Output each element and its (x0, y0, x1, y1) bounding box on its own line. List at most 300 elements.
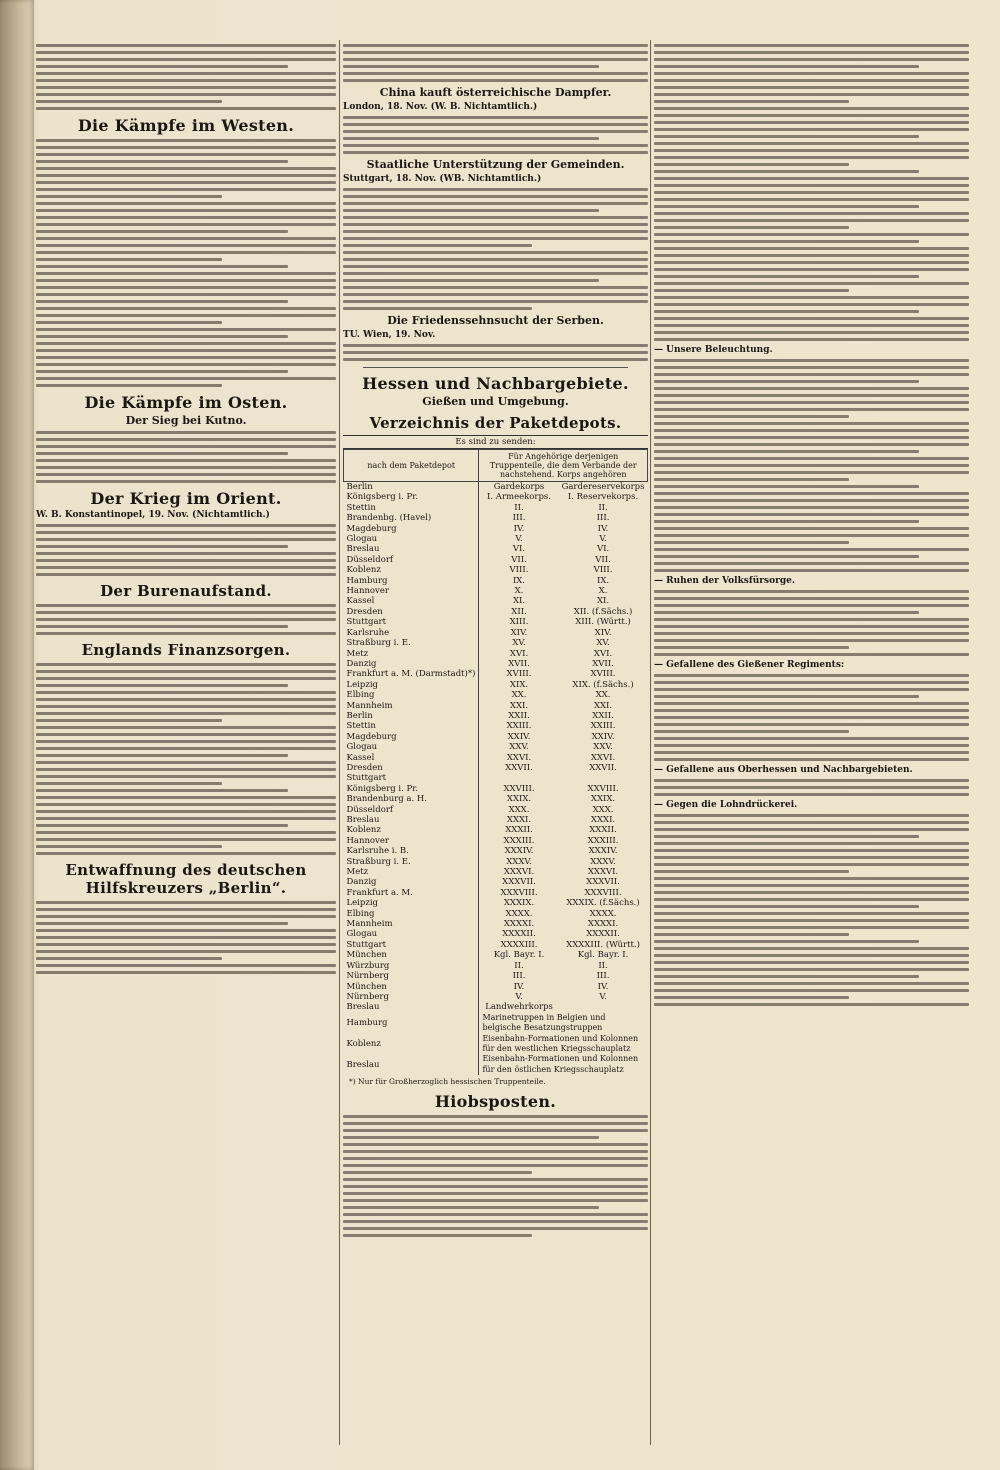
text-line (343, 188, 648, 191)
text-line (36, 209, 336, 212)
text-line (654, 380, 919, 383)
text-line (654, 597, 969, 600)
text-line (343, 344, 648, 347)
table-cell: XXVIII. (503, 783, 535, 794)
table-cell: VIII. (509, 565, 529, 576)
text-line (36, 796, 336, 799)
table-cell: VI. (512, 544, 526, 555)
text-line (654, 814, 969, 817)
text-block (36, 901, 336, 974)
paragraph-head: — Gefallene aus Oberhessen und Nachbargebieten. (654, 765, 913, 775)
text-line (654, 86, 969, 89)
text-line (654, 478, 849, 481)
text-line (654, 506, 969, 509)
table-row (344, 898, 648, 908)
table-cell: III. (512, 513, 526, 524)
text-line (654, 366, 969, 369)
column-1 (36, 40, 336, 978)
text-line (343, 44, 648, 47)
text-line (654, 548, 969, 551)
table-row (344, 805, 648, 815)
text-line (36, 677, 336, 680)
table-cell: Hamburg (344, 1013, 479, 1034)
table-cell: I. Reservekorps. (567, 492, 639, 503)
table-row (344, 971, 648, 981)
divider (363, 367, 628, 368)
text-line (654, 730, 849, 733)
text-line (36, 782, 222, 785)
text-line (654, 674, 969, 677)
table-cell: XXVIII. (587, 783, 619, 794)
table-row (344, 1034, 648, 1055)
text-line (36, 349, 336, 352)
text-line (36, 174, 336, 177)
table-cell: XXXVIII. (584, 887, 622, 898)
text-line (654, 65, 919, 68)
text-line (36, 663, 336, 666)
text-line (654, 58, 969, 61)
table-row (344, 482, 648, 493)
section-hessen: Hessen und Nachbargebiete. (362, 374, 629, 393)
table-cell: VII. (595, 554, 611, 565)
table-cell: VI. (596, 544, 610, 555)
table-cell: Glogau (344, 929, 479, 939)
table-row (344, 690, 648, 700)
table-cell: XXIX. (506, 794, 532, 805)
table-cell: XIV. (594, 627, 612, 638)
text-line (36, 838, 336, 841)
text-line (36, 705, 336, 708)
table-row (344, 680, 648, 690)
table-cell: X. (514, 586, 524, 597)
table-cell: Mannheim (344, 919, 479, 929)
table-cell: Karlsruhe i. B. (344, 846, 479, 856)
text-line (36, 279, 336, 282)
text-line (343, 307, 532, 310)
table-header: nach dem Paketdepot (344, 450, 479, 482)
dateline: W. B. Konstantinopel, 19. Nov. (Nichtamtlich.) (36, 510, 270, 520)
table-cell: Koblenz (344, 565, 479, 575)
text-line (654, 793, 969, 796)
text-line (654, 289, 849, 292)
table-cell: IX. (512, 575, 526, 586)
text-line (654, 100, 849, 103)
table-cell: XXXXIII. (Württ.) (566, 939, 640, 950)
text-line (654, 646, 849, 649)
text-line (36, 153, 336, 156)
text-line (654, 72, 969, 75)
text-line (654, 219, 969, 222)
text-line (654, 891, 969, 894)
text-line (36, 473, 336, 476)
table-cell: IV. (597, 523, 609, 534)
text-line (36, 272, 336, 275)
headline-friedenssehnsucht-serben: Die Friedenssehnsucht der Serben. (387, 314, 604, 327)
text-line (343, 272, 648, 275)
table-cell: Magdeburg (344, 732, 479, 742)
table-cell: XX. (595, 690, 611, 701)
table-row (344, 628, 648, 638)
text-line (36, 363, 336, 366)
table-cell: XVI. (593, 648, 613, 659)
text-line (36, 740, 336, 743)
text-line (36, 72, 336, 75)
text-line (654, 611, 919, 614)
text-line (654, 121, 969, 124)
text-line (343, 1143, 648, 1146)
text-line (36, 915, 336, 918)
table-cell: XXII. (592, 710, 614, 721)
table-cell: XXXXII. (502, 929, 536, 940)
table-cell: Nürnberg (344, 992, 479, 1002)
headline-unterstuetzung-gemeinden: Staatliche Unterstützung der Gemeinden. (366, 158, 625, 171)
text-line (654, 415, 849, 418)
table-cell (559, 773, 648, 783)
table-row (344, 576, 648, 586)
text-line (343, 1115, 648, 1118)
table-caption: Es sind zu senden: (343, 435, 648, 449)
column-rule (339, 40, 340, 1445)
table-row (344, 513, 648, 523)
table-cell: Frankfurt a. M. (Darmstadt)*) (344, 669, 479, 679)
text-line (654, 625, 969, 628)
table-cell: XXXX. (589, 908, 617, 919)
table-cell: IX. (596, 575, 610, 586)
table-row (344, 867, 648, 877)
text-line (36, 93, 336, 96)
table-cell: Eisenbahn-Formationen und Kolonnen für den westlichen Kriegsschauplatz (482, 1033, 639, 1053)
text-line (36, 307, 336, 310)
table-cell: Kgl. Bayr. I. (493, 950, 545, 961)
text-line (36, 712, 336, 715)
table-cell: XII. (511, 606, 527, 617)
table-cell: Stuttgart (344, 617, 479, 627)
text-line (343, 79, 648, 82)
text-line (36, 754, 288, 757)
table-cell: XXXX. (505, 908, 533, 919)
table-cell: Danzig (344, 877, 479, 887)
table-cell: Berlin (344, 482, 479, 493)
text-line (36, 58, 336, 61)
paragraph-head: — Unsere Beleuchtung. (654, 345, 773, 355)
table-cell: XXV. (593, 742, 613, 753)
text-line (343, 1213, 648, 1216)
table-row (344, 815, 648, 825)
table-cell: XIX. (509, 679, 529, 690)
text-line (654, 513, 969, 516)
text-line (654, 982, 969, 985)
text-line (343, 1206, 599, 1209)
text-line (654, 135, 919, 138)
table-row (344, 877, 648, 887)
table-row (344, 503, 648, 513)
text-line (654, 205, 919, 208)
table-cell: XV. (512, 638, 526, 649)
text-line (36, 803, 336, 806)
table-cell: Würzburg (344, 961, 479, 971)
text-line (36, 356, 336, 359)
text-block (654, 359, 969, 572)
table-cell: Königsberg i. Pr. (344, 492, 479, 502)
text-line (36, 466, 336, 469)
table-cell: Brandenbg. (Havel) (344, 513, 479, 523)
text-line (654, 926, 969, 929)
table-row (344, 669, 648, 679)
text-line (654, 919, 969, 922)
table-cell: XXXI. (506, 815, 532, 825)
text-line (654, 401, 969, 404)
text-line (36, 251, 336, 254)
text-line (654, 373, 969, 376)
table-row (344, 732, 648, 742)
text-line (36, 265, 288, 268)
text-line (36, 452, 288, 455)
text-line (654, 107, 969, 110)
table-cell: XXXXIII. (500, 939, 538, 950)
text-line (654, 590, 969, 593)
headline-paketdepots: Verzeichnis der Paketdepots. (369, 414, 622, 432)
text-line (654, 436, 969, 439)
text-line (654, 828, 969, 831)
table-cell: Breslau (344, 1002, 479, 1012)
text-line (654, 226, 849, 229)
text-line (36, 44, 336, 47)
text-block (343, 188, 648, 310)
text-line (654, 947, 969, 950)
table-cell: Dresden (344, 763, 479, 773)
table-cell: Koblenz (344, 1034, 479, 1055)
text-line (654, 940, 919, 943)
text-line (654, 569, 969, 572)
text-line (36, 384, 222, 387)
table-row (344, 586, 648, 596)
text-line (36, 698, 336, 701)
text-line (654, 877, 969, 880)
text-line (654, 450, 919, 453)
text-line (343, 1178, 648, 1181)
dateline: Stuttgart, 18. Nov. (WB. Nichtamtlich.) (343, 174, 542, 184)
table-header: Für Angehörige derjenigen Truppenteile, die dem Verbande der nachstehend. Korps angehören (479, 450, 648, 482)
text-line (36, 328, 336, 331)
table-cell: XXXXI. (587, 919, 619, 930)
text-line (654, 128, 969, 131)
text-line (36, 202, 336, 205)
text-line (36, 824, 288, 827)
table-row (344, 1054, 648, 1075)
text-block (343, 116, 648, 154)
headline-englands-finanzsorgen: Englands Finanzsorgen. (81, 641, 291, 659)
table-cell: XXI. (509, 700, 529, 711)
table-cell: XXVII. (505, 762, 533, 773)
text-line (36, 300, 288, 303)
table-row (344, 721, 648, 731)
text-line (654, 240, 919, 243)
text-line (654, 863, 969, 866)
text-line (36, 901, 336, 904)
table-cell: XVIII. (590, 669, 616, 680)
text-line (654, 884, 969, 887)
table-cell: IV. (513, 981, 525, 992)
table-cell: Düsseldorf (344, 555, 479, 565)
text-line (654, 142, 969, 145)
text-line (36, 445, 336, 448)
text-line (654, 499, 969, 502)
table-cell: III. (596, 513, 610, 524)
text-block (343, 344, 648, 361)
text-line (654, 786, 969, 789)
text-line (654, 954, 969, 957)
text-line (654, 758, 969, 761)
text-line (36, 51, 336, 54)
text-line (36, 167, 336, 170)
text-line (654, 870, 849, 873)
text-line (36, 929, 336, 932)
text-line (36, 632, 336, 635)
text-line (654, 177, 969, 180)
text-line (343, 279, 599, 282)
text-line (36, 618, 336, 621)
text-line (36, 611, 336, 614)
table-cell: Hannover (344, 586, 479, 596)
table-footnote: *) Nur für Großherzoglich hessischen Truppenteile. (349, 1077, 546, 1087)
table-cell: Metz (344, 649, 479, 659)
headline-burenaufstand: Der Burenaufstand. (100, 582, 272, 600)
table-cell: II. (514, 960, 524, 971)
text-line (654, 716, 969, 719)
text-line (654, 996, 849, 999)
text-line (654, 632, 969, 635)
table-cell: XXXII. (505, 825, 533, 836)
text-line (654, 79, 969, 82)
text-block (36, 139, 336, 387)
table-cell: XXXVIII. (500, 887, 538, 898)
table-cell (559, 1002, 648, 1012)
text-block (36, 663, 336, 855)
text-line (654, 681, 969, 684)
text-line (654, 429, 969, 432)
table-cell: XVI. (509, 648, 529, 659)
text-block (36, 524, 336, 576)
text-line (343, 230, 648, 233)
table-cell: XXXXII. (586, 929, 620, 940)
table-cell: XXXIII. (587, 835, 619, 846)
table-row (344, 607, 648, 617)
table-cell: XXX. (592, 804, 614, 815)
paketdepots-table (343, 449, 648, 1075)
text-line (343, 1157, 648, 1160)
table-cell: Marinetruppen in Belgien und belgische Besatzungstruppen (482, 1012, 606, 1033)
text-line (36, 831, 336, 834)
table-cell: XXVII. (589, 762, 617, 773)
table-row (344, 773, 648, 783)
table-cell: Dresden (344, 607, 479, 617)
table-row (344, 701, 648, 711)
table-cell: XXXI. (590, 815, 616, 825)
table-row (344, 524, 648, 534)
text-line (36, 314, 336, 317)
text-line (654, 821, 969, 824)
table-cell: IV. (513, 523, 525, 534)
text-line (654, 709, 969, 712)
text-line (343, 1164, 648, 1167)
table-cell: Stuttgart (344, 773, 479, 783)
text-line (654, 702, 969, 705)
text-line (654, 184, 969, 187)
table-row (344, 961, 648, 971)
text-line (654, 737, 969, 740)
table-cell: XVIII. (506, 669, 532, 680)
table-cell: Hamburg (344, 576, 479, 586)
table-cell: Straßburg i. E. (344, 857, 479, 867)
table-cell: II. (598, 502, 608, 513)
table-cell: Kgl. Bayr. I. (577, 950, 629, 961)
text-line (654, 114, 969, 117)
table-cell: Eisenbahn-Formationen und Kolonnen für den östlichen Kriegsschauplatz (482, 1054, 639, 1074)
text-line (654, 905, 919, 908)
table-cell: XIX. (f.Sächs.) (572, 679, 634, 690)
text-line (654, 751, 969, 754)
text-line (36, 146, 336, 149)
table-row (344, 846, 648, 856)
text-line (343, 1171, 532, 1174)
text-line (654, 261, 969, 264)
table-cell: XXXVII. (586, 877, 620, 888)
column-2 (343, 40, 648, 1241)
text-line (36, 604, 336, 607)
table-cell: Breslau (344, 815, 479, 825)
table-cell: XXXIII. (503, 835, 535, 846)
table-row (344, 596, 648, 606)
text-line (36, 747, 336, 750)
table-cell: VII. (511, 554, 527, 565)
page-fold-margin (0, 0, 34, 1470)
text-line (343, 358, 648, 361)
table-cell: XXIII. (590, 721, 616, 732)
table-cell: XI. (596, 596, 610, 607)
table-cell: XXXVI. (587, 867, 619, 878)
table-cell: Düsseldorf (344, 805, 479, 815)
text-line (654, 296, 969, 299)
text-line (654, 324, 969, 327)
headline-krieg-orient: Der Krieg im Orient. (90, 489, 282, 508)
text-line (654, 93, 969, 96)
text-line (654, 639, 969, 642)
table-cell: XIII. (Württ.) (575, 617, 631, 628)
text-line (36, 244, 336, 247)
paragraph-head: — Ruhen der Volksfürsorge. (654, 576, 795, 586)
table-cell: Elbing (344, 690, 479, 700)
text-line (654, 303, 969, 306)
text-line (36, 545, 288, 548)
text-block (654, 44, 969, 341)
text-line (654, 394, 969, 397)
text-line (654, 688, 969, 691)
text-line (654, 492, 969, 495)
table-cell: II. (514, 502, 524, 513)
table-cell (479, 773, 559, 783)
text-line (343, 123, 648, 126)
headline-hilfskreuzer-berlin: Entwaffnung des deutschen Hilfskreuzers „Berlin“. (65, 861, 307, 897)
text-line (654, 44, 969, 47)
text-line (343, 137, 599, 140)
text-line (654, 898, 969, 901)
headline-kaempfe-osten: Die Kämpfe im Osten. (84, 393, 288, 412)
table-cell: München (344, 982, 479, 992)
text-line (36, 733, 336, 736)
text-line (36, 480, 336, 483)
table-cell: XXXIX. (503, 898, 535, 909)
headline-kaempfe-westen: Die Kämpfe im Westen. (77, 116, 295, 135)
